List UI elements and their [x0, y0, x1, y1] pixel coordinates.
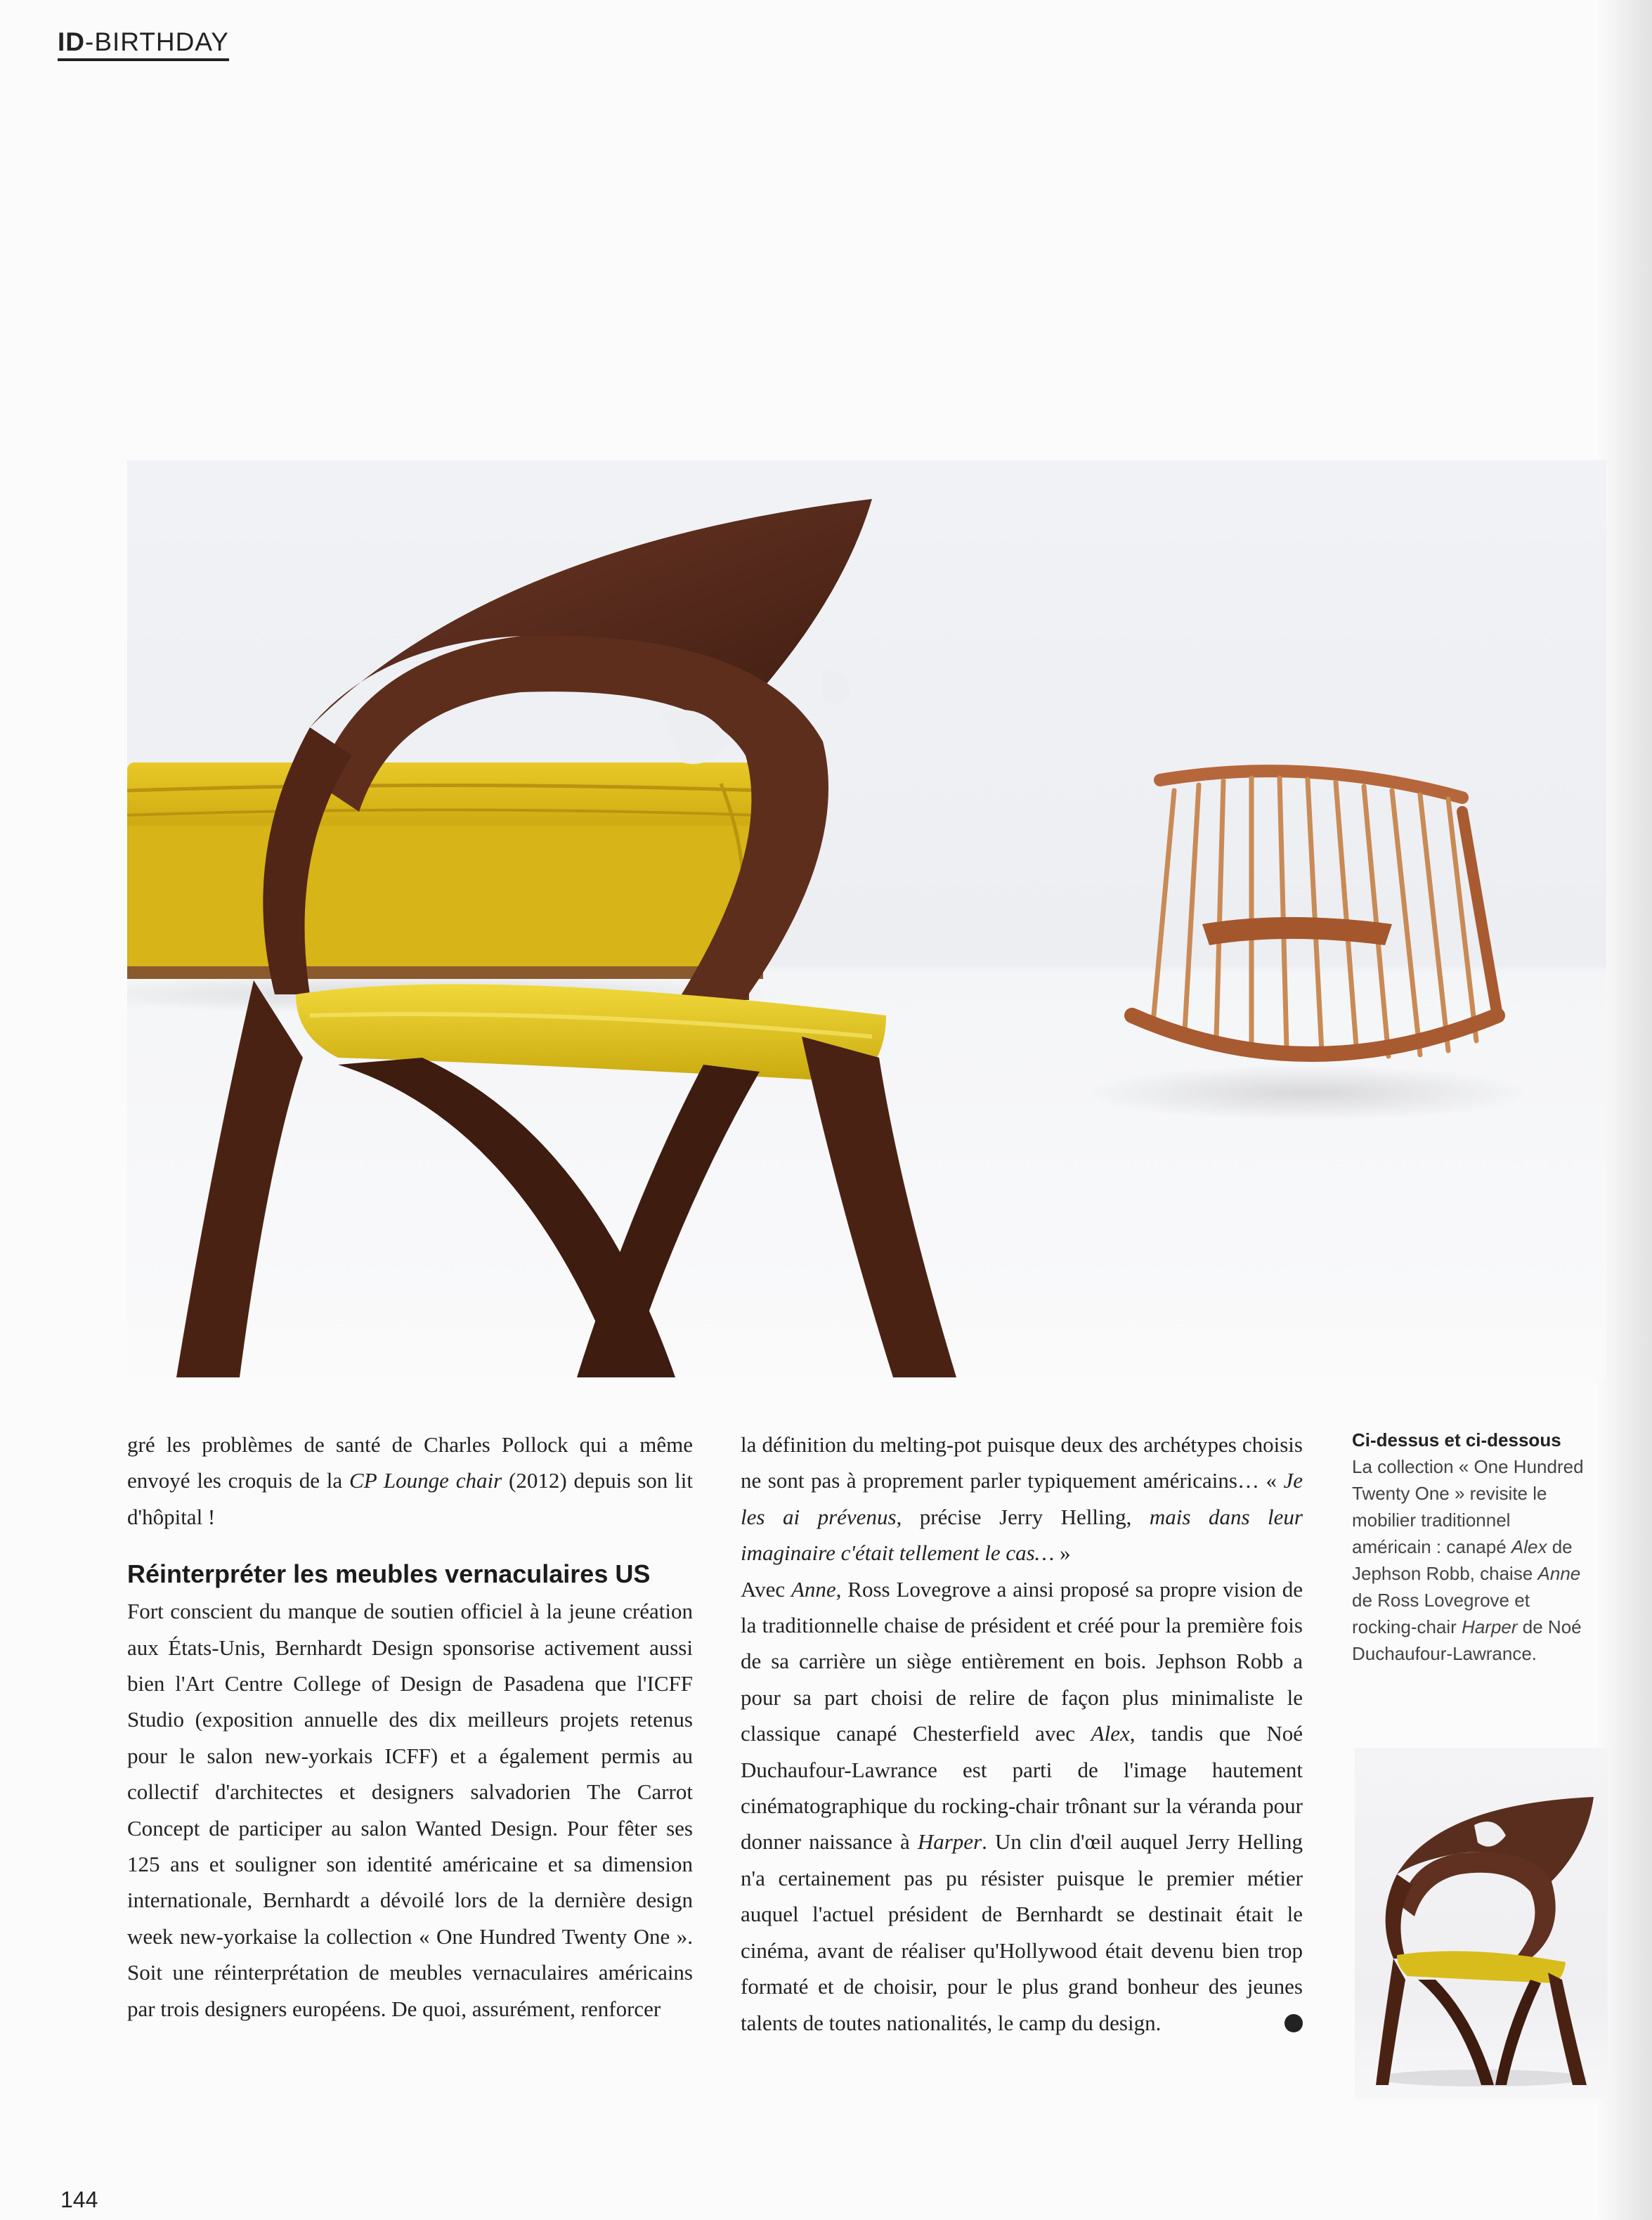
column2-paragraph-2	[741, 1571, 1303, 2041]
caption-t3: de Jephson Robb, chaise	[1352, 1536, 1573, 1584]
photo-caption	[1352, 1427, 1584, 1667]
caption-alex: Alex	[1511, 1536, 1547, 1557]
caption-harper: Harper	[1462, 1616, 1518, 1637]
alex-name: Alex	[1091, 1721, 1130, 1746]
column2-p1-end: »	[1054, 1540, 1071, 1566]
caption-t1: La collection « One Hundred Twenty One » revisite le mobilier traditionnel américain : canapé	[1352, 1456, 1584, 1557]
caption-text	[1352, 1453, 1584, 1667]
subheading: Réinterpréter les meubles vernaculaires US	[127, 1559, 651, 1589]
column1-p1-end: (2012) depuis son lit d'hôpital !	[127, 1468, 693, 1529]
harper-name: Harper	[917, 1829, 982, 1855]
text-column-1	[127, 1427, 693, 2027]
column2-p2-e: , tandis que Noé Duchaufour-Lawrance est parti de l'image hautement cinématographique du rocking-chair trônant sur la véranda pour donner naissance à	[741, 1721, 1303, 1855]
caption-anne: Anne	[1537, 1563, 1581, 1584]
section-tag-prefix: ID	[58, 27, 85, 56]
end-of-article-icon	[1284, 2014, 1303, 2032]
rocker-shadow	[1083, 1065, 1533, 1121]
quote-part-2: mais dans leur imaginaire c'était tellement le cas…	[741, 1504, 1303, 1566]
anne-name: Anne,	[791, 1576, 842, 1602]
section-tag	[58, 28, 229, 61]
column2-p2-g: . Un clin d'œil auquel Jerry Helling n'a certainement pas pu résister puisque le premier métier auquel l'actuel président de Bernhardt se destinait était le cinéma, avant de réaliser qu'Hollywood était devenu bien trop formaté et de choisir, pour le plus grand bonheur des jeunes talents de toutes nationalités, le camp du design.	[741, 1829, 1303, 2035]
cp-lounge-chair-title: CP Lounge chair	[349, 1468, 502, 1493]
column2-p1-text: la définition du melting-pot puisque deux des archétypes choisis ne sont pas à proprement parler typiquement américains… «	[741, 1432, 1303, 1493]
column1-paragraph-2: Fort conscient du manque de soutien officiel à la jeune création aux États-Unis, Bernhardt Design sponsorise activement aussi bien l'Art Centre College of Design de Pasadena que l'ICFF Studio (exposition annuelle des dix meilleurs projets retenus pour le salon new-yorkais ICFF) et a également permis au collectif d'architectes et designers salvadorien The Carrot Concept de participer au salon Wanted Design. Pour fêter ses 125 ans et souligner son identité américaine et sa dimension internationale, Bernhardt a dévoilé lors de la dernière design week new-yorkaise la collection « One Hundred Twenty One ». Soit une réinterprétation de meubles vernaculaires américains par trois designers européens. De quoi, assurément, renforcer	[127, 1599, 693, 2021]
quote-part-1: Je les ai prévenus,	[741, 1468, 1303, 1529]
column2-p1-attribution: précise Jerry Helling,	[902, 1504, 1150, 1529]
column1-paragraph-1	[127, 1427, 693, 1535]
column1-p1-text: gré les problèmes de santé de Charles Pollock qui a même envoyé les croquis de la	[127, 1432, 693, 1493]
anne-chair-illustration	[1355, 1748, 1608, 2099]
caption-title: Ci-dessus et ci-dessous	[1352, 1429, 1561, 1450]
sofa-alex	[127, 762, 763, 1000]
caption-t7: de Noé Duchaufour-Lawrance.	[1352, 1616, 1582, 1664]
furniture-illustration	[127, 460, 1606, 1377]
column2-p2-c: Ross Lovegrove a ainsi proposé sa propre vision de la traditionnelle chaise de président et créé pour la première fois de sa carrière un siège entièrement en bois. Jephson Robb a pour sa part choisi de relire de façon plus minimaliste le classique canapé Chesterfield avec	[741, 1576, 1303, 1746]
column2-p2-a: Avec	[741, 1576, 791, 1602]
text-column-2	[741, 1427, 1303, 2041]
column2-paragraph-1	[741, 1427, 1303, 1571]
section-tag-suffix: -BIRTHDAY	[85, 27, 229, 56]
page-number: 144	[60, 2187, 98, 2212]
rocking-chair-harper	[1132, 771, 1497, 1056]
caption-t5: de Ross Lovegrove et rocking-chair	[1352, 1590, 1530, 1637]
main-photo	[127, 460, 1606, 1377]
small-photo-anne-chair	[1355, 1748, 1608, 2099]
